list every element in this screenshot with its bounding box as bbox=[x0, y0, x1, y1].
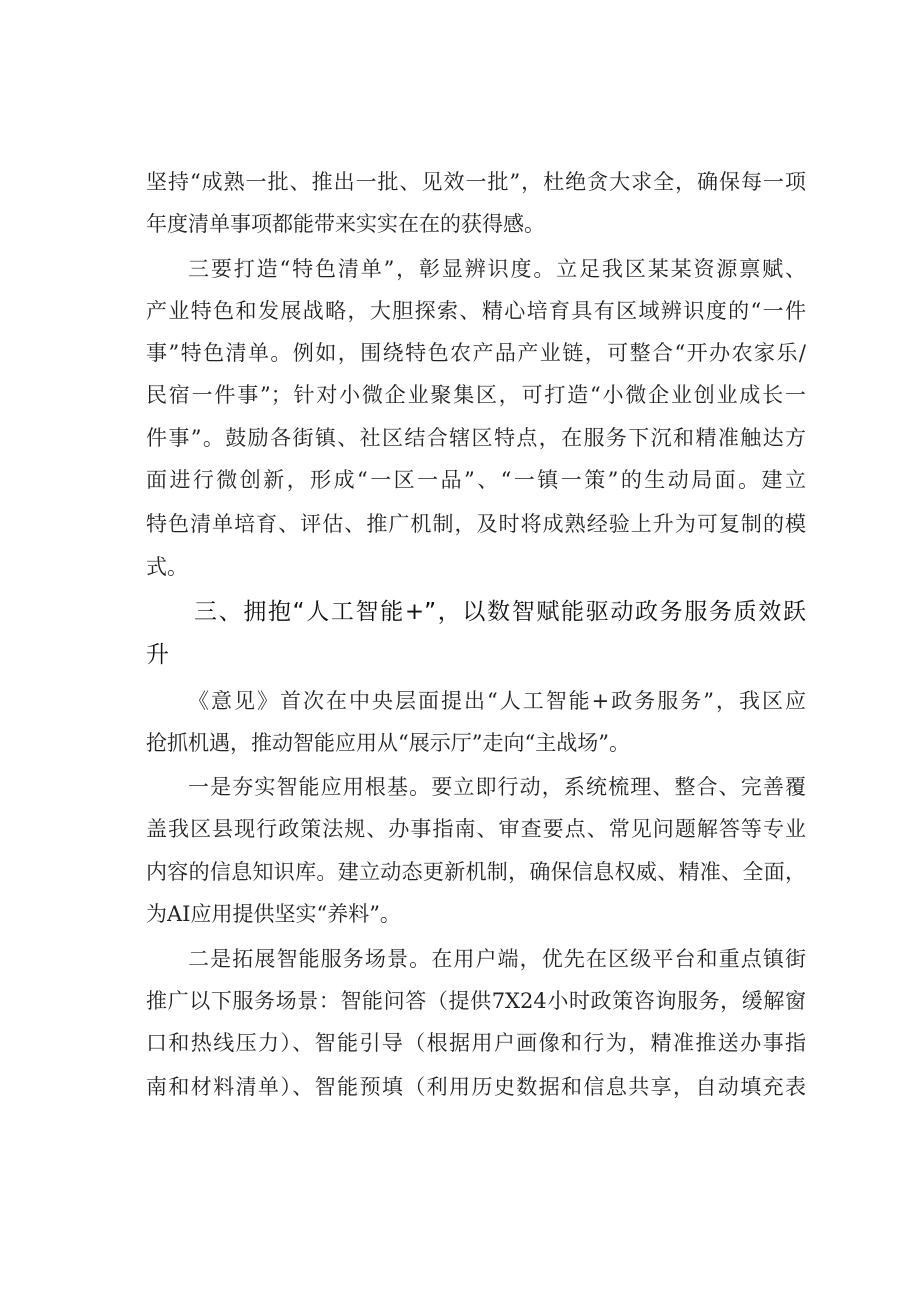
paragraph-5-line-4: 南和材料清单）、智能预填（利用历史数据和信息共享，自动填充表 bbox=[146, 1075, 806, 1099]
paragraph-2-line-6: 面进行微创新，形成“一区一品”、“一镇一策”的生动局面。建立 bbox=[146, 468, 806, 492]
paragraph-5-line-1: 二是拓展智能服务场景。在用户端，优先在区级平台和重点镇街 bbox=[188, 947, 806, 971]
paragraph-2-line-5: 件事”。鼓励各街镇、社区结合辖区特点，在服务下沉和精准触达方 bbox=[146, 426, 806, 450]
paragraph-4-line-4: 为AI应用提供坚实“养料”。 bbox=[146, 902, 401, 926]
paragraph-2-line-3: 事”特色清单。例如，围绕特色农产品产业链，可整合“开办农家乐/ bbox=[146, 341, 806, 365]
paragraph-5-line-2: 推广以下服务场景：智能问答（提供7X24小时政策咨询服务，缓解窗 bbox=[146, 989, 806, 1013]
paragraph-4-line-1: 一是夯实智能应用根基。要立即行动，系统梳理、整合、完善覆 bbox=[188, 775, 806, 799]
paragraph-3-line-2: 抢抓机遇，推动智能应用从“展示厅”走向“主战场”。 bbox=[146, 731, 630, 755]
paragraph-4-line-2: 盖我区县现行政策法规、办事指南、审查要点、常见问题解答等专业 bbox=[146, 817, 806, 841]
paragraph-2-line-1: 三要打造“特色清单”，彰显辨识度。立足我区某某资源禀赋、 bbox=[188, 257, 806, 281]
section-heading-3-line-1: 三、拥抱“人工智能+”，以数智赋能驱动政务服务质效跃 bbox=[194, 599, 806, 625]
paragraph-2-line-2: 产业特色和发展战略，大胆探索、精心培育具有区域辨识度的“一件 bbox=[146, 299, 806, 323]
paragraph-2-line-7: 特色清单培育、评估、推广机制，及时将成熟经验上升为可复制的模 bbox=[146, 512, 806, 536]
paragraph-1-line-1: 坚持“成熟一批、推出一批、见效一批”，杜绝贪大求全，确保每一项 bbox=[146, 170, 806, 194]
paragraph-3-line-1: 《意见》首次在中央层面提出“人工智能+政务服务”，我区应 bbox=[188, 689, 806, 713]
paragraph-2-line-8: 式。 bbox=[146, 555, 188, 579]
paragraph-1-line-2: 年度清单事项都能带来实实在在的获得感。 bbox=[146, 212, 545, 236]
paragraph-4-line-3: 内容的信息知识库。建立动态更新机制，确保信息权威、精准、全面， bbox=[146, 860, 806, 884]
paragraph-5-line-3: 口和热线压力）、智能引导（根据用户画像和行为，精准推送办事指 bbox=[146, 1031, 806, 1055]
section-heading-3-line-2: 升 bbox=[146, 642, 169, 668]
paragraph-2-line-4: 民宿一件事”；针对小微企业聚集区，可打造“小微企业创业成长一 bbox=[146, 383, 806, 407]
